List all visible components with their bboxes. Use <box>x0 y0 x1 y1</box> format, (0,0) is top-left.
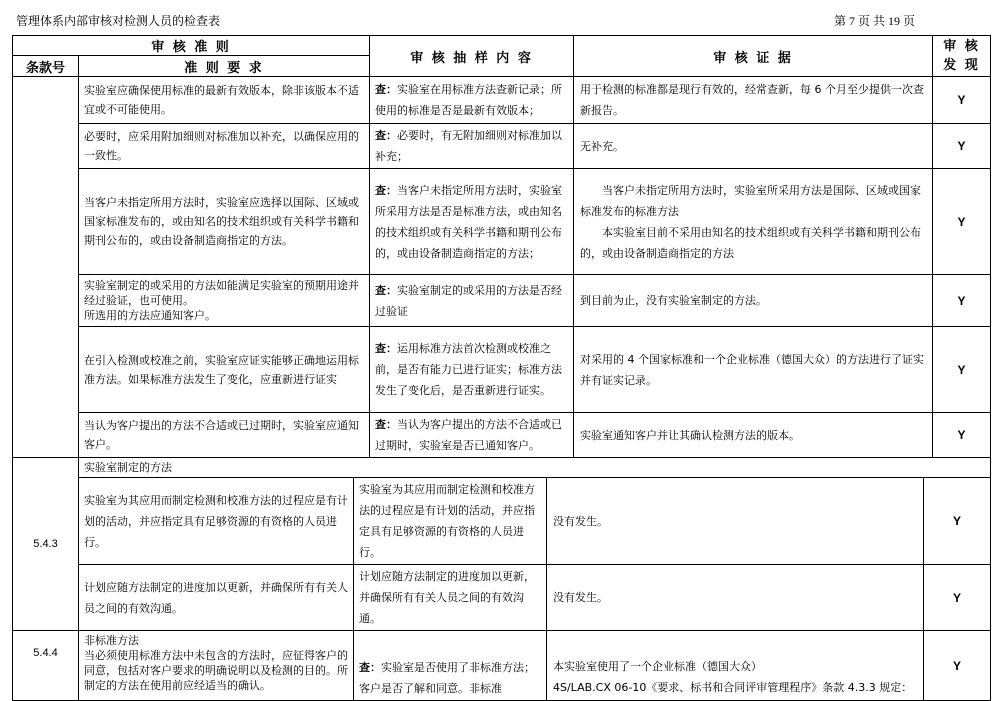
check-prefix: 查： <box>375 129 398 142</box>
finding-cell: Y <box>933 275 991 327</box>
sampling-cell <box>370 77 574 124</box>
check-prefix: 查： <box>375 83 398 96</box>
checklist-sheet <box>12 35 991 701</box>
finding-header <box>933 36 991 77</box>
evidence-cell: 到目前为止，没有实验室制定的方法。 <box>574 275 933 327</box>
evidence-cell <box>547 631 924 701</box>
requirement-text: 当必须使用标准方法中未包含的方法时，应征得客户的同意，包括对客户要求的明确说明以及检测的目的。所制定的方法在使用前应经适当的确认。 <box>84 649 348 692</box>
evidence-paragraph: 当客户未指定所用方法时，实验室所采用方法是国际、区域或国家标准发布的标准方法 <box>580 183 922 218</box>
sampling-cell <box>370 124 574 169</box>
check-prefix: 查： <box>375 283 398 297</box>
checklist-table-top <box>12 35 991 458</box>
table-row <box>13 124 991 169</box>
evidence-cell: 实验室通知客户并让其确认检测方法的版本。 <box>574 413 933 458</box>
table-row <box>13 275 991 327</box>
sampling-cell <box>370 413 574 458</box>
evidence-cell: 无补充。 <box>574 124 933 169</box>
table-row <box>13 77 991 124</box>
sampling-cell <box>370 275 574 327</box>
table-row <box>13 413 991 458</box>
requirement-cell: 计划应随方法制定的进度加以更新，并确保所有有关人员之间的有效沟通。 <box>79 565 354 631</box>
clause-number: 5.4.3 <box>13 458 79 631</box>
clause-number: 5.4.4 <box>13 631 79 701</box>
evidence-header: 审 核 证 据 <box>574 36 933 77</box>
evidence-cell: 没有发生。 <box>547 565 924 631</box>
finding-cell: Y <box>933 124 991 169</box>
check-prefix: 查： <box>359 661 381 674</box>
sampling-text: 当认为客户提出的方法不合适或已过期时，实验室是否已通知客户。 <box>375 418 563 452</box>
evidence-cell <box>574 169 933 275</box>
table-row <box>13 478 991 565</box>
finding-cell: Y <box>933 413 991 458</box>
clause-cell-blank <box>13 77 79 458</box>
sampling-text: 必要时，有无附加细则对标准加以补充； <box>375 129 563 163</box>
table-row <box>13 631 991 701</box>
requirement-cell: 必要时，应采用附加细则对标准加以补充，以确保应用的一致性。 <box>79 124 370 169</box>
finding-cell: Y <box>933 169 991 275</box>
table-row <box>13 169 991 275</box>
requirement-cell: 实验室制定的或采用的方法如能满足实验室的预期用途并经过验证，也可使用。 所选用的方法应通知客户。 <box>79 275 370 327</box>
requirement-cell: 实验室应确保使用标准的最新有效版本，除非该版本不适宜或不可能使用。 <box>79 77 370 124</box>
evidence-line: 本实验室使用了一个企业标准（德国大众） <box>553 660 762 673</box>
section-title: 非标准方法 <box>84 634 139 647</box>
finding-cell: Y <box>924 478 991 565</box>
evidence-paragraph: 本实验室目前不采用由知名的技术组织或有关科学书籍和期刊公布的，或由设备制造商指定的方法 <box>580 225 922 260</box>
sampling-text: 实验室制定的或采用的方法是否经过验证 <box>375 283 563 318</box>
sampling-text: 运用标准方法首次检测或校准之前，是否有能力已进行证实；标准方法发生了变化后，是否重新进行证实。 <box>375 342 563 397</box>
evidence-cell: 用于检测的标准都是现行有效的，经常查新，每 6 个月至少提供一次查新报告。 <box>574 77 933 124</box>
sampling-cell: 实验室为其应用而制定检测和校准方法的过程应是有计划的活动，并应指定具有足够资源的有资格的人员进行。 <box>354 478 547 565</box>
table-row <box>13 327 991 413</box>
section-title: 实验室制定的方法 <box>79 458 991 478</box>
check-prefix: 查： <box>375 183 398 197</box>
requirement-cell: 当认为客户提出的方法不合适或已过期时，实验室应通知客户。 <box>79 413 370 458</box>
section-title-row <box>13 458 991 478</box>
sampling-cell <box>354 631 547 701</box>
requirement-cell: 实验室为其应用而制定检测和校准方法的过程应是有计划的活动，并应指定具有足够资源的有资格的人员进行。 <box>79 478 354 565</box>
finding-cell: Y <box>924 565 991 631</box>
finding-header-line1: 审 核 <box>943 39 980 54</box>
sampling-text: 实验室是否使用了非标准方法；客户是否了解和同意。非标准 <box>359 661 535 695</box>
criteria-group-header: 审 核 准 则 <box>13 36 370 56</box>
clause-no-header: 条款号 <box>13 56 79 77</box>
document-title: 管理体系内部审核对检测人员的检查表 <box>16 14 221 28</box>
sampling-cell: 计划应随方法制定的进度加以更新，并确保所有有关人员之间的有效沟通。 <box>354 565 547 631</box>
finding-header-line2: 发 现 <box>943 58 980 73</box>
finding-cell: Y <box>933 327 991 413</box>
requirement-cell: 在引入检测或校准之前，实验室应证实能够正确地运用标准方法。如果标准方法发生了变化，应重新进行证实 <box>79 327 370 413</box>
checklist-table-bottom <box>12 457 991 701</box>
evidence-cell: 对采用的 4 个国家标准和一个企业标准（德国大众）的方法进行了证实并有证实记录。 <box>574 327 933 413</box>
page-number: 第 7 页 共 19 页 <box>834 14 916 28</box>
requirement-cell <box>79 631 354 701</box>
sampling-cell <box>370 327 574 413</box>
check-prefix: 查： <box>375 418 398 431</box>
evidence-cell: 没有发生。 <box>547 478 924 565</box>
requirement-cell: 当客户未指定所用方法时，实验室应选择以国际、区域或国家标准发布的，或由知名的技术组织或有关科学书籍和期刊公布的，或由设备制造商指定的方法。 <box>79 169 370 275</box>
requirements-header: 准 则 要 求 <box>79 56 370 77</box>
finding-cell: Y <box>933 77 991 124</box>
finding-cell: Y <box>924 631 991 701</box>
check-prefix: 查： <box>375 342 398 355</box>
table-row <box>13 565 991 631</box>
sampling-header: 审 核 抽 样 内 容 <box>370 36 574 77</box>
sampling-text: 实验室在用标准方法查新记录；所使用的标准是否是最新有效版本； <box>375 83 563 117</box>
sampling-text: 当客户未指定所用方法时，实验室所采用方法是否是标准方法，或由知名的技术组织或有关科学书籍和期刊公布的，或由设备制造商指定的方法； <box>375 183 563 260</box>
evidence-line: 4S/LAB.CX 06-10《要求、标书和合同评审管理程序》条款 4.3.3 规定： <box>553 681 913 694</box>
sampling-cell <box>370 169 574 275</box>
